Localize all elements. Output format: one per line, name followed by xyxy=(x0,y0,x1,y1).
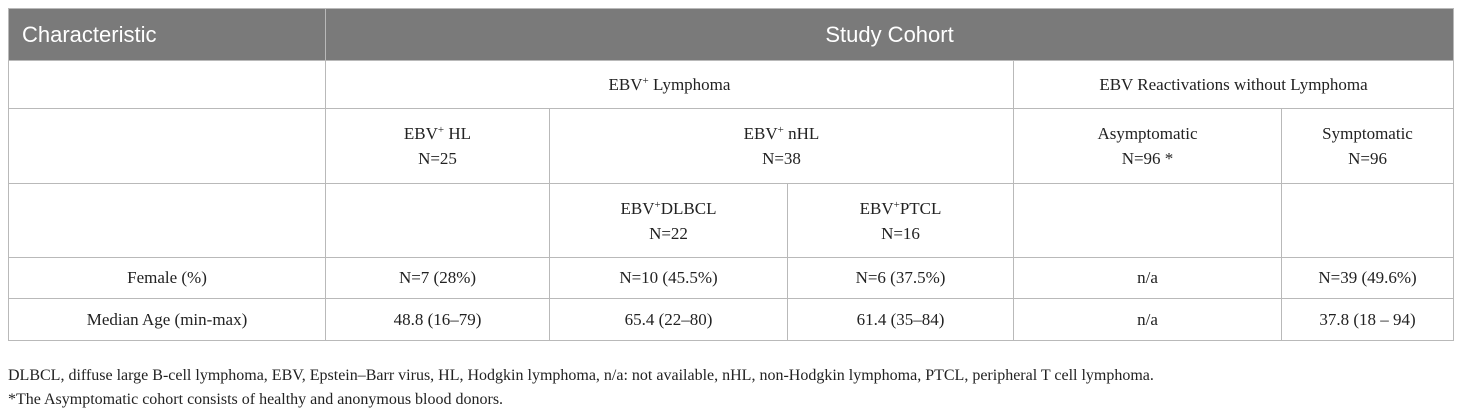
cohort-table xyxy=(8,8,1454,341)
footnote-asymptomatic: *The Asymptomatic cohort consists of healthy and anonymous blood donors. xyxy=(8,391,504,408)
subsubgroup-row xyxy=(9,184,1454,258)
empty-cell xyxy=(1014,184,1282,258)
table-row xyxy=(9,258,1454,299)
empty-cell xyxy=(9,61,326,109)
subsubgroup-dlbcl: EBV+DLBCL N=22 xyxy=(550,184,788,258)
group-row xyxy=(9,61,1454,109)
header-characteristic: Characteristic xyxy=(9,9,326,61)
empty-cell xyxy=(326,184,550,258)
table-cell: n/a xyxy=(1014,258,1282,299)
table-cell: 61.4 (35–84) xyxy=(788,299,1014,341)
table-cell: N=39 (49.6%) xyxy=(1282,258,1454,299)
group-ebv-reactivations: EBV Reactivations without Lymphoma xyxy=(1014,61,1454,109)
table-cell: 65.4 (22–80) xyxy=(550,299,788,341)
group-ebv-lymphoma: EBV+ Lymphoma xyxy=(326,61,1014,109)
empty-cell xyxy=(1282,184,1454,258)
empty-cell xyxy=(9,184,326,258)
table-cell: n/a xyxy=(1014,299,1282,341)
table-cell: 48.8 (16–79) xyxy=(326,299,550,341)
row-label: Female (%) xyxy=(9,258,326,299)
subsubgroup-ptcl: EBV+PTCL N=16 xyxy=(788,184,1014,258)
empty-cell xyxy=(9,109,326,184)
table-cell: N=10 (45.5%) xyxy=(550,258,788,299)
header-row xyxy=(9,9,1454,61)
table-row xyxy=(9,299,1454,341)
table-cell: N=7 (28%) xyxy=(326,258,550,299)
footnote-abbreviations: DLBCL, diffuse large B-cell lymphoma, EBV, Epstein–Barr virus, HL, Hodgkin lymphoma, n/a: not available, nHL, non-Hodgkin lymphoma, PTCL, peripheral T cell lymphoma. xyxy=(8,367,1154,384)
subgroup-row xyxy=(9,109,1454,184)
subgroup-symptomatic: Symptomatic N=96 xyxy=(1282,109,1454,184)
subgroup-asymptomatic: Asymptomatic N=96 * xyxy=(1014,109,1282,184)
row-label: Median Age (min-max) xyxy=(9,299,326,341)
table-cell: N=6 (37.5%) xyxy=(788,258,1014,299)
subgroup-nhl: EBV+ nHL N=38 xyxy=(550,109,1014,184)
table-cell: 37.8 (18 – 94) xyxy=(1282,299,1454,341)
header-study-cohort: Study Cohort xyxy=(326,9,1454,61)
subgroup-hl: EBV+ HL N=25 xyxy=(326,109,550,184)
